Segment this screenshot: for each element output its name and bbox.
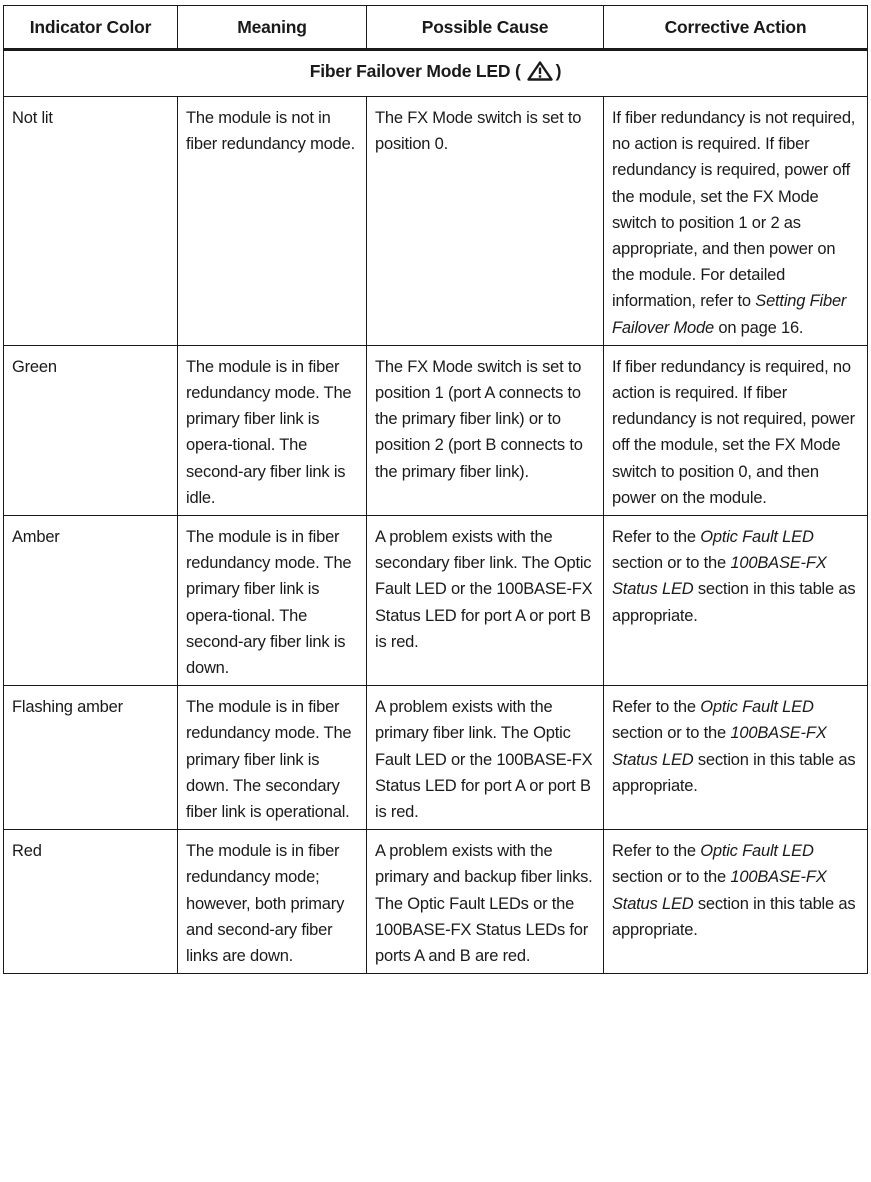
document-page xyxy=(3,5,867,974)
action-pre: Refer to the xyxy=(612,698,696,717)
row-meaning: The module is in fiber redundancy mode; however, both primary and second-ary fiber links are down. xyxy=(178,830,367,974)
row-action xyxy=(604,516,868,686)
row-meaning: The module is in fiber redundancy mode. The primary fiber link is opera-tional. The second-ary fiber link is down. xyxy=(178,516,367,686)
header-possible-cause: Possible Cause xyxy=(367,6,604,50)
action-mid: section or to the xyxy=(612,868,727,887)
header-indicator-color: Indicator Color xyxy=(4,6,178,50)
action-tail: on page 16. xyxy=(718,318,804,337)
action-pre: Refer to the xyxy=(612,528,696,547)
action-post: section in this table as appropriate. xyxy=(612,750,856,795)
warning-triangle-icon xyxy=(527,61,553,88)
action-text: If fiber redundancy is not required, no action is required. If fiber redundancy is required, power off the module, set the FX Mode switch to position 1 or 2 as appropriate, and then power on the module. For detailed information, refer to xyxy=(612,109,856,311)
action-reference: 100BASE-FX Status LED xyxy=(612,868,827,913)
row-cause: A problem exists with the primary fiber link. The Optic Fault LED or the 100BASE-FX Status LED for port A or port B is red. xyxy=(367,686,604,830)
section-title xyxy=(4,50,868,97)
row-color: Green xyxy=(4,345,178,515)
section-title-text: Fiber Failover Mode LED ( xyxy=(309,61,521,82)
row-action xyxy=(604,830,868,974)
row-color: Not lit xyxy=(4,97,178,346)
action-reference: Setting Fiber Failover Mode xyxy=(612,292,847,337)
table-header-row xyxy=(4,6,868,50)
action-reference: 100BASE-FX Status LED xyxy=(612,724,827,769)
row-meaning: The module is in fiber redundancy mode. The primary fiber link is down. The secondary fiber link is operational. xyxy=(178,686,367,830)
action-mid: section or to the xyxy=(612,724,727,743)
row-action xyxy=(604,97,868,346)
table-row xyxy=(4,345,868,515)
action-post: section in this table as appropriate. xyxy=(612,580,856,625)
action-post: section in this table as appropriate. xyxy=(612,894,856,939)
row-cause: A problem exists with the secondary fiber link. The Optic Fault LED or the 100BASE-FX Status LED for port A or port B is red. xyxy=(367,516,604,686)
table-row xyxy=(4,97,868,346)
action-reference: Optic Fault LED xyxy=(700,698,814,717)
action-reference: Optic Fault LED xyxy=(700,842,814,861)
action-pre: Refer to the xyxy=(612,842,696,861)
action-reference: Optic Fault LED xyxy=(700,528,814,547)
action-mid: section or to the xyxy=(612,554,727,573)
action-reference: 100BASE-FX Status LED xyxy=(612,554,827,599)
header-meaning: Meaning xyxy=(178,6,367,50)
section-row xyxy=(4,50,868,97)
table-row xyxy=(4,686,868,830)
row-meaning: The module is not in fiber redundancy mode. xyxy=(178,97,367,346)
row-color: Flashing amber xyxy=(4,686,178,830)
row-color: Red xyxy=(4,830,178,974)
row-cause: The FX Mode switch is set to position 1 (port A connects to the primary fiber link) or to position 2 (port B connects to the primary fiber link). xyxy=(367,345,604,515)
section-title-close: ) xyxy=(555,61,562,82)
row-action: If fiber redundancy is required, no action is required. If fiber redundancy is not required, power off the module, set the FX Mode switch to position 0, and then power on the module. xyxy=(604,345,868,515)
row-cause: The FX Mode switch is set to position 0. xyxy=(367,97,604,346)
table-row xyxy=(4,516,868,686)
led-indicator-table xyxy=(3,5,868,974)
row-cause: A problem exists with the primary and backup fiber links. The Optic Fault LEDs or the 100BASE-FX Status LEDs for ports A and B are red. xyxy=(367,830,604,974)
row-color: Amber xyxy=(4,516,178,686)
row-action xyxy=(604,686,868,830)
table-row xyxy=(4,830,868,974)
header-corrective-action: Corrective Action xyxy=(604,6,868,50)
row-meaning: The module is in fiber redundancy mode. The primary fiber link is opera-tional. The second-ary fiber link is idle. xyxy=(178,345,367,515)
